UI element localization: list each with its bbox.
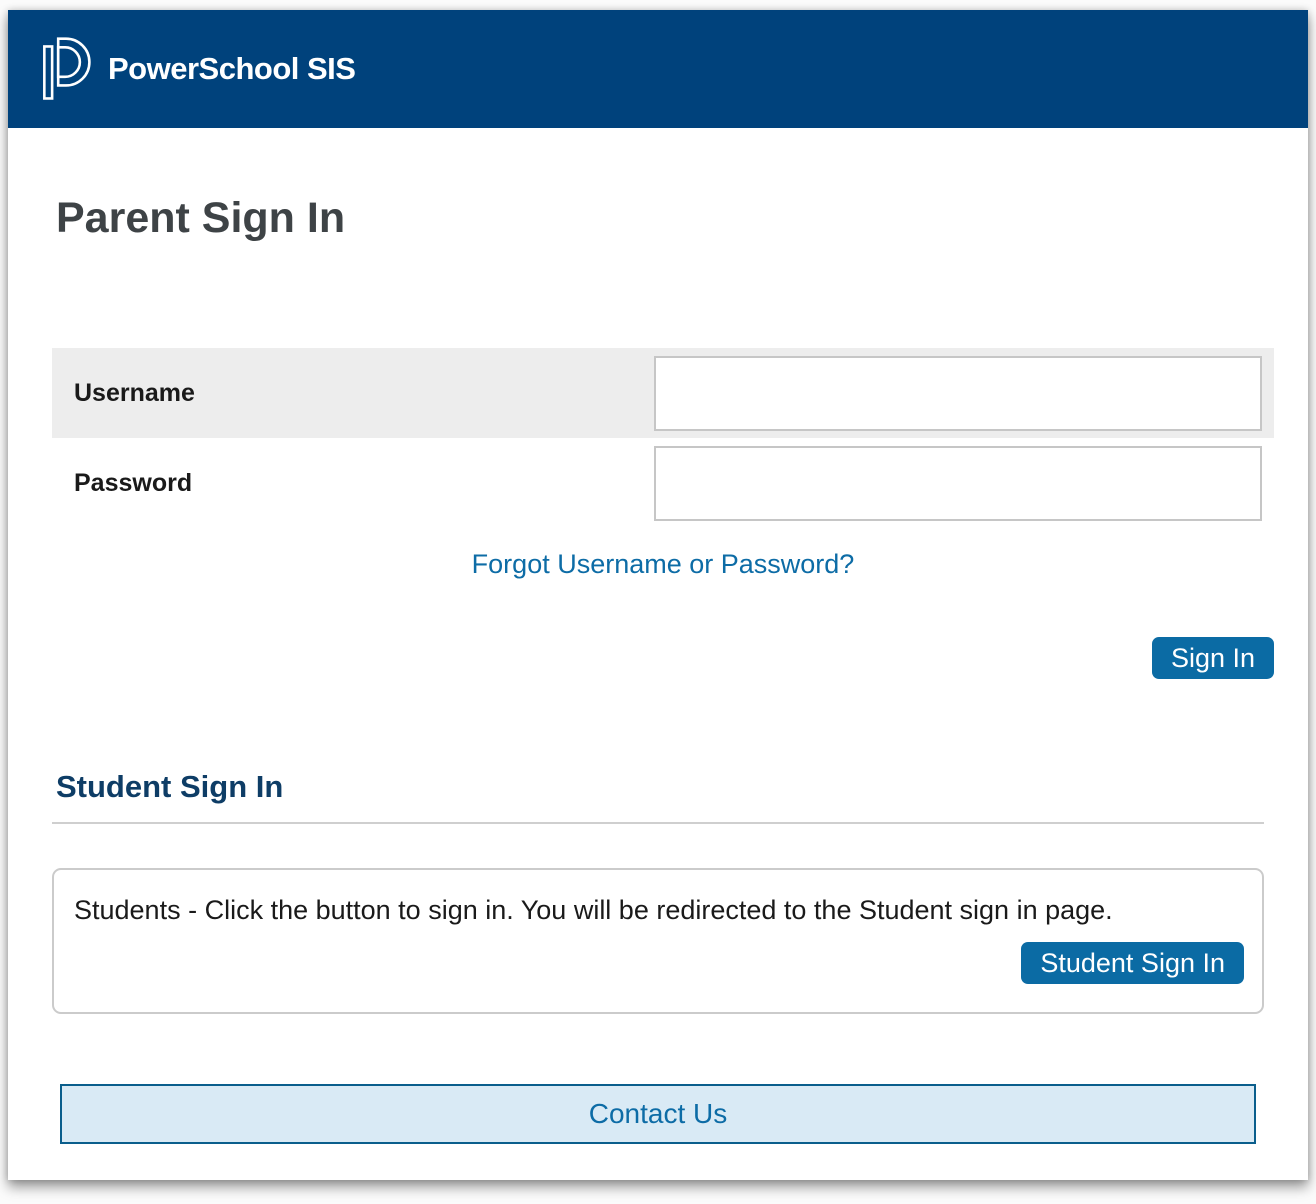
student-signin-title: Student Sign In <box>56 769 284 804</box>
section-divider <box>52 822 1264 824</box>
main-content <box>8 193 1308 1144</box>
forgot-username-password-link[interactable]: Forgot Username or Password? <box>471 549 855 579</box>
signin-form <box>52 348 1274 528</box>
password-input[interactable] <box>654 446 1262 521</box>
sign-in-button[interactable]: Sign In <box>1152 637 1274 679</box>
student-signin-box <box>52 868 1264 1014</box>
password-label: Password <box>74 468 193 497</box>
app-header <box>8 10 1308 128</box>
password-row <box>52 438 1274 528</box>
username-row <box>52 348 1274 438</box>
contact-us-button[interactable]: Contact Us <box>60 1084 1256 1144</box>
page-card <box>8 10 1308 1180</box>
powerschool-logo-icon <box>40 36 92 102</box>
username-input[interactable] <box>654 356 1262 431</box>
username-label: Username <box>74 378 195 407</box>
brand-title: PowerSchool SIS <box>108 51 356 86</box>
page-title: Parent Sign In <box>56 194 346 242</box>
student-sign-in-button[interactable]: Student Sign In <box>1021 942 1244 984</box>
student-signin-message: Students - Click the button to sign in. You will be redirected to the Student sign in page. <box>74 895 1113 925</box>
